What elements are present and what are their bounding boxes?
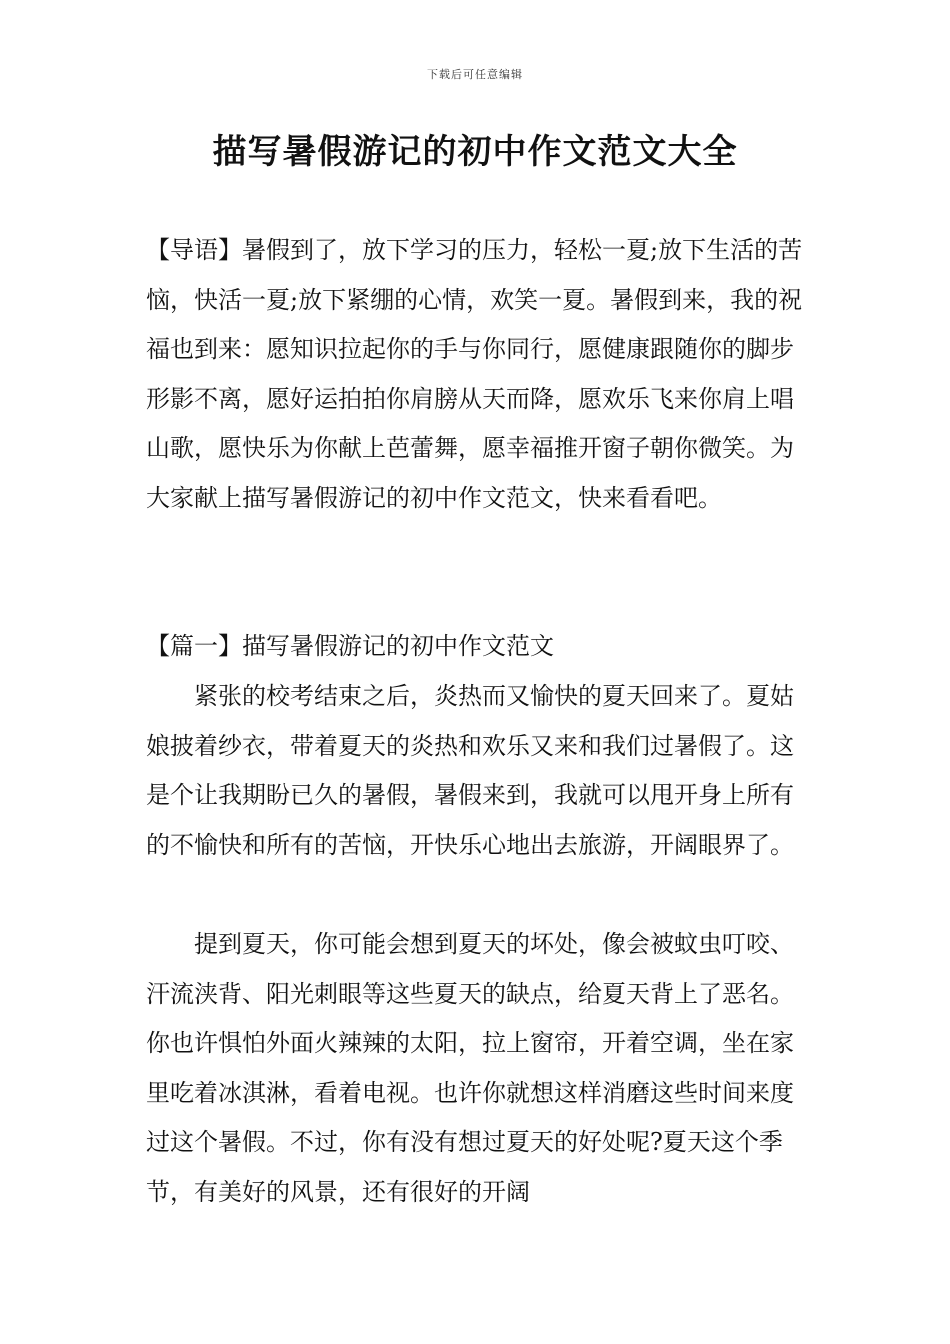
intro-paragraph: 【导语】暑假到了，放下学习的压力，轻松一夏;放下生活的苦恼，快活一夏;放下紧绷的心情，欢笑一夏。暑假到来，我的祝福也到来：愿知识拉起你的手与你同行，愿健康跟随你的脚步形影不离，愿好运拍拍你肩膀从天而降，愿欢乐飞来你肩上唱山歌，愿快乐为你献上芭蕾舞，愿幸福推开窗子朝你微笑。为大家献上描写暑假游记的初中作文范文，快来看看吧。 bbox=[146, 236, 803, 512]
section-heading: 【篇一】描写暑假游记的初中作文范文 bbox=[146, 632, 554, 660]
document-title: 描写暑假游记的初中作文范文大全 bbox=[212, 132, 738, 172]
body-paragraph: 提到夏天，你可能会想到夏天的坏处，像会被蚊虫叮咬、汗流浃背、阳光刺眼等这些夏天的缺点，给夏天背上了恶名。你也许惧怕外面火辣辣的太阳，拉上窗帘，开着空调，坐在家里吃着冰淇淋，看着电视。也许你就想这样消磨这些时间来度过这个暑假。不过，你有没有想过夏天的好处呢?夏天这个季节，有美好的风景，还有很好的开阔 bbox=[146, 930, 794, 1206]
body-paragraph: 紧张的校考结束之后，炎热而又愉快的夏天回来了。夏姑娘披着纱衣，带着夏天的炎热和欢乐又来和我们过暑假了。这是个让我期盼已久的暑假，暑假来到，我就可以甩开身上所有的不愉快和所有的苦恼，开快乐心地出去旅游，开阔眼界了。 bbox=[146, 682, 794, 859]
header-note: 下载后可任意编辑 bbox=[427, 68, 523, 81]
